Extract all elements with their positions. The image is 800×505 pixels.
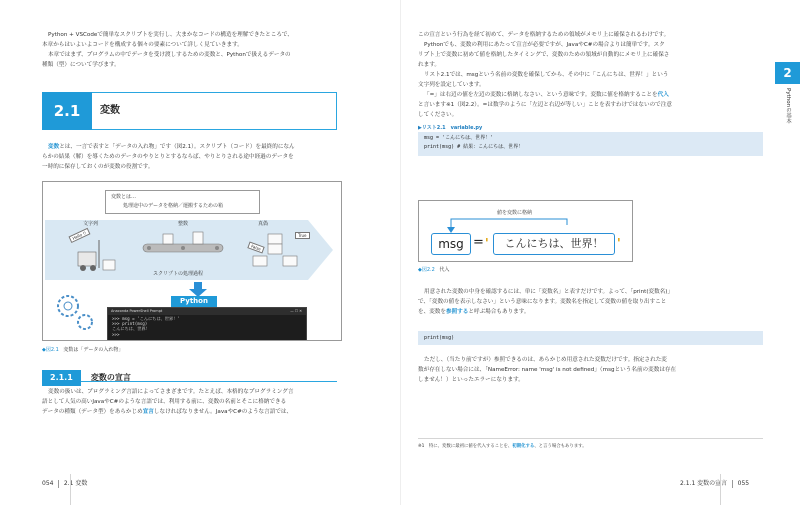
body-line: 数が存在しない場合には、「NameError: name 'msg' is not defined」（msgという名前の変数は存在	[418, 367, 677, 373]
caption-mark: ◆図2.1	[42, 347, 59, 353]
listing-label: ▶リスト2.1 variable.py	[418, 125, 483, 131]
body-line: 文字列を設定しています。	[418, 82, 485, 88]
body-line: しません！）といったエラーになります。	[418, 377, 524, 383]
body-line: らかの結果（解）を導くためのデータのやりとりとするならば、やりとりされる途中経過のデータを	[42, 154, 294, 160]
body-text: しなければなりません。JavaやC#のような言語では、	[153, 409, 293, 415]
running-header: 2.1.1 変数の宣言	[680, 480, 728, 487]
quote-close: '	[617, 236, 621, 250]
body-line: Pythonでも、変数の利用にあたって宣言が必要ですが、JavaやC#の場合よりは簡単です。スク	[424, 42, 665, 48]
term-highlight: 参照する	[445, 309, 469, 315]
caption-text: 変数は「データの入れ物」	[63, 347, 124, 353]
callout-title: 変数とは…	[111, 194, 137, 200]
chapter-number: 2	[783, 66, 792, 80]
term-highlight: 宣言	[142, 409, 154, 415]
label-integer: 整数	[178, 221, 189, 227]
flow-label: スクリプトの処理過程	[153, 271, 204, 277]
term-highlight: 代入	[657, 92, 669, 98]
body-line	[42, 142, 382, 152]
figure-2-1	[42, 181, 342, 341]
label-boolean: 真偽	[258, 221, 269, 227]
body-line: してください。	[418, 112, 458, 118]
arrow-label: 値を変数に格納	[497, 210, 533, 216]
body-text: と呼ぶ場合もあります。	[468, 309, 530, 315]
body-text: を、変数を	[418, 309, 446, 315]
right-body-2	[418, 287, 763, 317]
section-number: 2.1	[53, 102, 81, 120]
footnote	[418, 443, 587, 449]
body-line	[418, 90, 763, 100]
body-line: 語として人気の高いJavaやC#のような言語では、利用する前に、変数の名前とそこに格納できる	[42, 399, 287, 405]
code-block	[418, 331, 763, 345]
box-true: True	[295, 232, 310, 239]
terminal-line: >>> print(msg)	[112, 321, 148, 327]
caption-text: 代入	[439, 267, 450, 273]
body-line: 変数の扱いは、プログラミング言語によってさまざまです。たとえば、本格的なプログラミング言	[48, 389, 294, 395]
left-body-2	[42, 387, 382, 417]
label-string: 文字列	[83, 221, 99, 227]
left-body	[42, 142, 382, 172]
body-line: この宣言という行為を経て初めて、データを格納するための領域がメモリ上に確保されるわけです。	[418, 32, 670, 38]
down-arrow-icon	[189, 282, 207, 297]
caption-mark: ◆図2.2	[418, 267, 435, 273]
body-line	[42, 407, 382, 417]
terminal-line: >>>	[112, 331, 120, 337]
body-text: とは、一言で表すと「データの入れ物」です（図2.1）。スクリプト（コード）を最終的になん	[59, 144, 295, 150]
code-line: msg = 'こんにちは、世界！'	[424, 135, 494, 141]
terminal-line: こんにちは、世界！	[112, 326, 150, 332]
terminal-output	[108, 315, 306, 338]
intro-line: 本章からはいよいよコードを構成する個々の要素について詳しく見ていきます。	[42, 42, 243, 48]
intro-line: 本章ではまず、プログラムの中でデータを受け渡しするための変数と、Pythonで扱えるデータの	[48, 52, 291, 58]
right-body-3	[418, 355, 763, 385]
subsection-number: 2.1.1	[42, 370, 81, 386]
python-tag: Python	[171, 296, 217, 307]
chapter-tab-label: Pythonの基本	[785, 88, 791, 124]
body-line: と言います※1（図2.2）。=は数学のように「左辺と右辺が等しい」ことを表すわけではないので注意	[418, 102, 672, 108]
terminal-line: >>> msg = 'こんにちは、世界！'	[112, 316, 180, 321]
figure-caption	[42, 346, 123, 353]
term-highlight: 変数	[48, 144, 60, 150]
box-hello: Hello !!	[68, 228, 90, 243]
figure-2-2	[418, 200, 633, 262]
running-header: 2.1 変数	[63, 480, 88, 487]
code-line: print(msg) # 結果：こんにちは、世界！	[424, 144, 524, 150]
chapter-tab	[775, 62, 800, 84]
left-footer	[42, 478, 87, 488]
body-line: ただし、（当たり前ですが）参照できるのは、あらかじめ用意された変数だけです。指定された変	[424, 357, 667, 363]
figure-caption	[418, 266, 449, 273]
terminal-titlebar	[108, 308, 306, 315]
quote-open: '	[485, 236, 489, 250]
page-number: 055	[737, 480, 750, 487]
callout-bubble	[105, 190, 260, 214]
body-line: れます。	[418, 62, 440, 68]
body-text: 「=」は右辺の値を左辺の変数に格納しなさい、という意味です。変数に値を格納することを	[424, 92, 658, 98]
left-intro	[42, 30, 382, 70]
body-line: 一時的に保存しておくのが変数の役割です。	[42, 164, 154, 170]
intro-line: 種類（型）について学びます。	[42, 62, 120, 68]
code-block	[418, 132, 763, 156]
footnote-text: ※1 特に、変数に最初に値を代入することを、	[418, 444, 513, 449]
callout-text: 処理途中のデータを格納／運搬するための箱	[123, 203, 224, 209]
body-text: データの種類（データ型）をあらかじめ	[42, 409, 143, 415]
subsection-title: 変数の宣言	[90, 373, 131, 382]
code-line: print(msg)	[424, 335, 455, 341]
forklift	[78, 252, 96, 266]
body-line: で、「変数の値を表示しなさい」という意味になります。変数名を指定して変数の値を取り出すこと	[418, 299, 667, 305]
equals-sign: =	[473, 235, 484, 250]
gear-icon	[78, 315, 92, 329]
page-number: 054	[42, 480, 54, 487]
intro-line: Python + VSCodeで簡単なスクリプトを実行し、大まかなコードの構造を理解できたところで、	[48, 32, 293, 38]
right-footer	[680, 478, 749, 488]
terminal-window	[107, 307, 307, 341]
value-box: こんにちは、世界！	[493, 233, 615, 255]
variable-box: msg	[431, 233, 471, 255]
term-highlight: 初期化する	[512, 444, 535, 449]
body-line: リスト2.1では、msgという名前の変数を確保してから、その中に「こんにちは、世界！」という	[424, 72, 669, 78]
box-false: False	[247, 241, 264, 253]
terminal-title: Anaconda PowerShell Prompt	[111, 309, 163, 313]
section-number-badge	[42, 92, 92, 130]
right-body	[418, 30, 763, 120]
window-controls: — ☐ ✕	[290, 309, 302, 313]
body-line: リプト上で変数に初めて値を格納したタイミングで、変数のための領域が自動的にメモリ上に確保さ	[418, 52, 670, 58]
section-title: 変数	[100, 105, 120, 116]
subsection-heading	[42, 365, 337, 382]
footnote-text: 、と言う場合もあります。	[534, 444, 587, 449]
body-line	[418, 307, 763, 317]
body-line: 用意された変数の中身を確認するには、単に「変数名」と表すだけです。よって、「print(変数名)」	[424, 289, 674, 295]
